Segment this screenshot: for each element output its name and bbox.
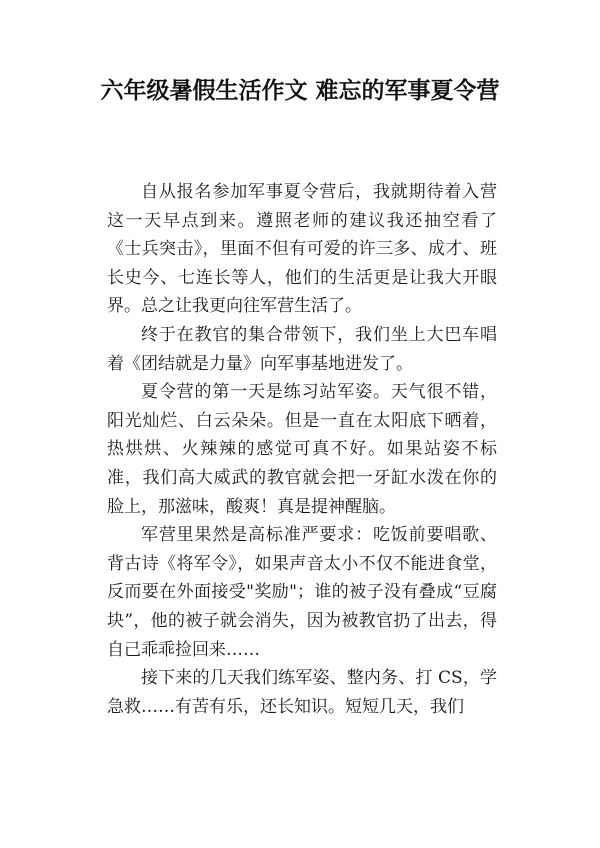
paragraph-3: 夏令营的第一天是练习站军姿。天气很不错，阳光灿烂、白云朵朵。但是一直在太阳底下晒着，热烘烘、火辣辣的感觉可真不好。如果站姿不标准，我们高大威武的教官就会把一牙缸水泼在你的脸上，那滋味，酸爽！真是提神醒脑。 xyxy=(107,382,497,517)
paragraph-2: 终于在教官的集合带领下，我们坐上大巴车唱着《团结就是力量》向军事基地进发了。 xyxy=(107,324,497,374)
paragraph-1: 自从报名参加军事夏令营后，我就期待着入营这一天早点到来。遵照老师的建议我还抽空看了《士兵突击》，里面不但有可爱的许三多、成才、班长史今、七连长等人，他们的生活更是让我大开眼界。总之让我更向往军营生活了。 xyxy=(107,182,497,317)
document-title: 六年级暑假生活作文 难忘的军事夏令营 xyxy=(100,78,500,104)
paragraph-5: 接下来的几天我们练军姿、整内务、打 CS，学急救……有苦有乐，还长知识。短短几天，我们 xyxy=(107,668,497,717)
document-body xyxy=(107,178,497,721)
paragraph-4: 军营里果然是高标准严要求：吃饭前要唱歌、背古诗《将军令》，如果声音太小不仅不能进食堂，反而要在外面接受"奖励"；谁的被子没有叠成“豆腐块”，他的被子就会消失，因为被教官扔了出去，得自己乖乖捡回来…… xyxy=(107,525,497,660)
